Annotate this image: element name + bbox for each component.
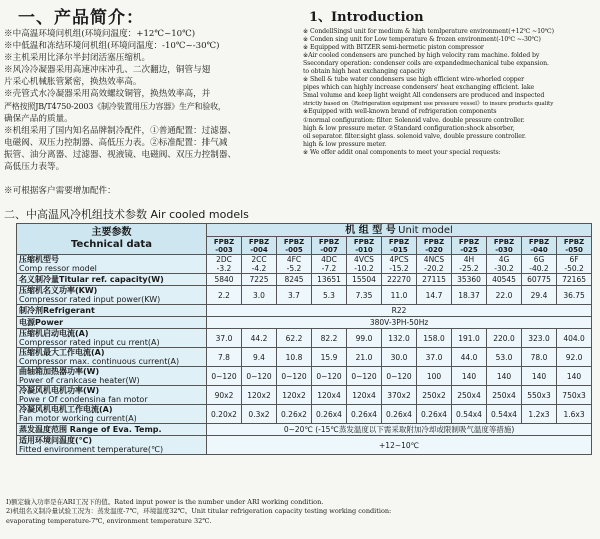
model-header-cell	[347, 237, 382, 255]
value-cell: 21.0	[347, 348, 382, 367]
value-cell: 404.0	[557, 329, 592, 348]
value-cell: 0.26x4	[347, 405, 382, 424]
value-cell: 0.26x4	[312, 405, 347, 424]
row-label-evap-range: 蒸发温度范围 Range of Eva. Temp.	[17, 424, 207, 436]
intro-cn-title: 一、产品简介：	[18, 8, 144, 28]
model-code-1: FPBZ	[528, 237, 550, 246]
model-code-2: -025	[460, 245, 478, 254]
table-row	[17, 348, 592, 367]
intro-en-line: Smal volume and keep light weight All condensers are produced and inspected	[303, 92, 545, 100]
compressor-code-2: -15.2	[389, 264, 409, 273]
value-cell: 36.75	[557, 286, 592, 305]
compressor-code-1: 4NCS	[423, 255, 445, 264]
value-cell: 140	[522, 367, 557, 386]
value-cell: 78.0	[522, 348, 557, 367]
model-header-cell	[312, 237, 347, 255]
value-cell: 140	[452, 367, 487, 386]
label-cn: 适用环境问温度(℃)	[19, 436, 92, 445]
value-cell: 14.7	[417, 286, 452, 305]
value-cell: 15.9	[312, 348, 347, 367]
intro-en-line: Ssecondary operation: condenser coils are expandedmechanical tube expansion.	[303, 60, 549, 68]
compressor-code-2: -5.2	[286, 264, 302, 273]
compressor-code-2: -40.2	[529, 264, 549, 273]
label-cn: 压缩机型号	[19, 255, 59, 264]
model-header-cell	[522, 237, 557, 255]
footnote: I)额定输入功率是在ARI工况下的值。Rated input power is the number under ARI working condition.	[6, 498, 324, 506]
value-cell: 92.0	[557, 348, 592, 367]
value-cell: 8245	[277, 274, 312, 286]
compressor-model-cell	[452, 255, 487, 274]
compressor-model-cell	[312, 255, 347, 274]
model-code-1: FPBZ	[493, 237, 515, 246]
row-label	[17, 405, 207, 424]
compressor-model-cell	[242, 255, 277, 274]
technical-data-header	[17, 224, 207, 255]
intro-cn-line: 振管、油分离器、过滤器、视液镜、电磁阀、双压力控制器、	[4, 149, 237, 160]
value-cell: 5.3	[312, 286, 347, 305]
row-label	[17, 386, 207, 405]
value-cell: 370x2	[382, 386, 417, 405]
model-header-cell	[242, 237, 277, 255]
value-cell: 120x2	[242, 386, 277, 405]
value-cell: 9.4	[242, 348, 277, 367]
value-cell: 13651	[312, 274, 347, 286]
value-cell: 40545	[487, 274, 522, 286]
compressor-code-1: 6F	[569, 255, 579, 264]
row-label-env-temp	[17, 436, 207, 455]
specs-table	[16, 223, 592, 455]
label-en: Power of crankcase heater(W)	[19, 376, 140, 385]
value-cell: 1.2x3	[522, 405, 557, 424]
value-cell: 99.0	[347, 329, 382, 348]
value-cell: 323.0	[522, 329, 557, 348]
unit-model-en: Unit model	[398, 224, 453, 236]
intro-english	[303, 0, 598, 157]
model-code-2: -050	[565, 245, 583, 254]
intro-cn-body	[4, 28, 296, 197]
value-cell: 0.3x2	[242, 405, 277, 424]
model-code-1: FPBZ	[353, 237, 375, 246]
compressor-model-cell	[522, 255, 557, 274]
unit-model-cn: 机 组 型 号	[345, 224, 396, 236]
value-cell: 90x2	[207, 386, 242, 405]
model-header-cell	[417, 237, 452, 255]
value-cell: 120x2	[277, 386, 312, 405]
row-label: 电源Power	[17, 317, 207, 329]
compressor-model-cell	[277, 255, 312, 274]
unit-model-header	[207, 224, 592, 237]
value-cell: 62.2	[277, 329, 312, 348]
intro-en-line: ※ Equipped with BITZER semi-hermetic piston compressor	[303, 44, 484, 52]
value-cell: 0.54x4	[452, 405, 487, 424]
label-en: Compressor max. continuous current(A)	[19, 357, 180, 366]
value-cell: 0.26x2	[277, 405, 312, 424]
value-cell: 0~120	[277, 367, 312, 386]
value-cell: 0~120	[382, 367, 417, 386]
table-row	[17, 286, 592, 305]
row-label	[17, 286, 207, 305]
compressor-code-1: 4PCS	[389, 255, 409, 264]
value-cell: 191.0	[452, 329, 487, 348]
compressor-code-2: -4.2	[251, 264, 267, 273]
model-code-2: -003	[215, 245, 233, 254]
compressor-code-2: -25.2	[459, 264, 479, 273]
spanned-value: R22	[207, 305, 592, 317]
label-en: Fan motor working current(A)	[19, 414, 137, 423]
value-cell: 7.8	[207, 348, 242, 367]
value-cell: 2.2	[207, 286, 242, 305]
value-cell: 250x4	[487, 386, 522, 405]
intro-cn-line: ※中高温环境问机组(环境问温度：+12℃~10℃)	[4, 29, 196, 39]
intro-en-body	[303, 28, 598, 157]
compressor-model-cell	[382, 255, 417, 274]
model-header-cell	[452, 237, 487, 255]
value-cell: 0~120	[207, 367, 242, 386]
compressor-code-1: 4DC	[321, 255, 337, 264]
value-cell: 250x4	[452, 386, 487, 405]
table-row	[17, 386, 592, 405]
compressor-code-2: -7.2	[321, 264, 337, 273]
value-cell: 0.26x4	[417, 405, 452, 424]
intro-chinese	[4, 0, 296, 197]
model-code-1: FPBZ	[388, 237, 410, 246]
value-cell: 22.0	[487, 286, 522, 305]
table-row	[17, 274, 592, 286]
intro-cn-line: 确保产品的质量。	[4, 113, 73, 124]
intro-en-line: strictly based on《Refrigeration equipment use pressure vessel》to insure products quality	[303, 101, 554, 108]
value-cell: 53.0	[487, 348, 522, 367]
compressor-model-cell	[417, 255, 452, 274]
intro-en-line: oil separator. filter.sight glass. solenoid valve, double pressure controller.	[303, 132, 526, 140]
model-code-2: -004	[250, 245, 268, 254]
footnote: 2)机组名义制冷量试验工况为：蒸发温度-7℃，环境温度32℃。Unit titular refrigeration capacity testing working condition:	[6, 507, 392, 516]
intro-cn-line: ※可根据客户需要增加配件：	[4, 186, 116, 197]
intro-cn-line: ※风冷冷凝器采用高速冲床冲孔、二次翻边，铜管与翅	[4, 65, 211, 76]
model-code-2: -020	[425, 245, 443, 254]
table-row	[17, 329, 592, 348]
intro-cn-line: 高低压力表等。	[4, 162, 65, 173]
intro-en-line: high & low pressure meter. ②Standard configuration:shock absorber,	[303, 124, 515, 132]
row-label: 名义制冷量Titular ref. capacity(W)	[17, 274, 207, 286]
intro-en-title: 1、Introduction	[309, 10, 424, 25]
table-row	[17, 317, 592, 329]
intro-en-line: ①normal configuration: filter. Solenoid valve. double pressure controller.	[303, 116, 525, 124]
intro-cn-line: 严格按照JB/T4750-2003《制冷装置用压力容器》生产和验收，	[4, 101, 226, 111]
compressor-model-cell	[207, 255, 242, 274]
model-code-1: FPBZ	[563, 237, 585, 246]
value-cell: 0.26x4	[382, 405, 417, 424]
model-header-cell	[207, 237, 242, 255]
compressor-model-cell	[557, 255, 592, 274]
value-cell: 10.8	[277, 348, 312, 367]
intro-cn-line: ※中低温和冻结环境问机组(环境问温度：-10℃~-30℃)	[4, 41, 220, 52]
label-en: Powe r Of condensina fan motor	[19, 395, 148, 404]
value-cell: 7225	[242, 274, 277, 286]
value-cell: 1.6x3	[557, 405, 592, 424]
value-cell: 11.0	[382, 286, 417, 305]
model-code-1: FPBZ	[213, 237, 235, 246]
value-cell: 120x4	[312, 386, 347, 405]
value-cell: 60775	[522, 274, 557, 286]
compressor-code-2: -3.2	[216, 264, 232, 273]
value-cell: 120x4	[347, 386, 382, 405]
value-cell: 0~120	[242, 367, 277, 386]
value-cell: 158.0	[417, 329, 452, 348]
value-cell: 15504	[347, 274, 382, 286]
compressor-code-2: -50.2	[564, 264, 584, 273]
model-code-1: FPBZ	[283, 237, 305, 246]
intro-en-line: high & low pressure meter.	[303, 140, 387, 148]
footnotes	[6, 498, 391, 526]
label-en: Compressor rated input cu rrent(A)	[19, 338, 160, 347]
value-cell: 30.0	[382, 348, 417, 367]
row-label	[17, 367, 207, 386]
compressor-model-cell	[347, 255, 382, 274]
value-cell: 37.0	[207, 329, 242, 348]
model-code-2: -015	[390, 245, 408, 254]
row-label	[17, 329, 207, 348]
intro-cn-line: ※壳管式水冷凝器采用高效螺纹铜管，换热效率高，并	[4, 89, 211, 100]
intro-en-line: pipes which can highly increase condensers' heat exchanging efficient. lake	[303, 84, 535, 92]
value-cell: 44.0	[452, 348, 487, 367]
value-cell: 100	[417, 367, 452, 386]
model-code-1: FPBZ	[248, 237, 270, 246]
intro-en-line: ※ We offer addit onal components to meet your special requests:	[303, 148, 501, 156]
value-cell: 132.0	[382, 329, 417, 348]
label-en: Fitted environment temperature(℃)	[19, 445, 164, 454]
value-cell: 18.37	[452, 286, 487, 305]
label-cn: 压缩机启动电流(A)	[19, 329, 89, 338]
compressor-code-1: 2DC	[216, 255, 232, 264]
value-cell: 3.7	[277, 286, 312, 305]
model-header-cell	[277, 237, 312, 255]
row-label	[17, 348, 207, 367]
intro-cn-line: 片采心机械胀管紧密，换热效率高。	[4, 77, 142, 88]
value-cell: 3.0	[242, 286, 277, 305]
value-cell: 550x3	[522, 386, 557, 405]
env-temp-value: +12~10℃	[207, 436, 592, 455]
evap-range-value: 0~20℃ (-15℃蒸发温度以下需采取附加冷却或限制吸气温度等措施)	[207, 424, 592, 436]
compressor-code-2: -10.2	[354, 264, 374, 273]
compressor-code-1: 4H	[463, 255, 475, 264]
value-cell: 0~120	[312, 367, 347, 386]
compressor-code-1: 4VCS	[354, 255, 374, 264]
intro-cn-line: ※机组采用了国内知名品牌制冷配件，①普通配置：过滤器、	[4, 125, 237, 136]
value-cell: 82.2	[312, 329, 347, 348]
intro-en-line: ※ Shell & tube water condensers use high efficient wire-whorled copper	[303, 76, 524, 84]
technical-data-cn: 主要参数	[91, 227, 132, 238]
value-cell: 44.2	[242, 329, 277, 348]
model-code-2: -030	[495, 245, 513, 254]
table-row	[17, 405, 592, 424]
value-cell: 0.54x4	[487, 405, 522, 424]
value-cell: 250x2	[417, 386, 452, 405]
model-code-2: -010	[355, 245, 373, 254]
value-cell: 220.0	[487, 329, 522, 348]
label-en: Compressor rated input power(KW)	[19, 295, 161, 304]
value-cell: 37.0	[417, 348, 452, 367]
compressor-code-2: -30.2	[494, 264, 514, 273]
model-code-2: -040	[530, 245, 548, 254]
intro-en-line: ※Equipped with well-known brand of refrigeration components	[303, 108, 497, 116]
label-cn: 冷凝风机电机功率(W)	[19, 386, 100, 395]
intro-en-line: to obtain high heat exchanging capacity	[303, 68, 426, 76]
compressor-code-2: -20.2	[424, 264, 444, 273]
section-2-title: 二、中高温风冷机组技术参数 Air cooled models	[4, 208, 249, 221]
model-code-1: FPBZ	[458, 237, 480, 246]
model-header-cell	[557, 237, 592, 255]
technical-data-en: Technical data	[71, 239, 152, 250]
label-cn: 冷凝风机电机工作电流(A)	[19, 405, 113, 414]
value-cell: 29.4	[522, 286, 557, 305]
model-header-cell	[382, 237, 417, 255]
value-cell: 35360	[452, 274, 487, 286]
value-cell: 72165	[557, 274, 592, 286]
value-cell: 22270	[382, 274, 417, 286]
spanned-value: 380V-3PH-50Hz	[207, 317, 592, 329]
compressor-code-1: 4G	[498, 255, 510, 264]
label-cn: 压缩机名义功率(KW)	[19, 286, 98, 295]
row-label: 制冷剂Refrigerant	[17, 305, 207, 317]
value-cell: 750x3	[557, 386, 592, 405]
value-cell: 0~120	[347, 367, 382, 386]
compressor-model-cell	[487, 255, 522, 274]
compressor-code-1: 6G	[533, 255, 545, 264]
value-cell: 27115	[417, 274, 452, 286]
value-cell: 0.20x2	[207, 405, 242, 424]
value-cell: 7.35	[347, 286, 382, 305]
intro-en-line: ※ Conden sing unit for Low temperature & frozen environment(-10℃ ~-30℃)	[303, 36, 541, 44]
intro-en-line: ※Air cooled condensers are punched by high velocity ram machine. folded by	[303, 52, 540, 60]
value-cell: 140	[557, 367, 592, 386]
row-label-compressor-model	[17, 255, 207, 274]
intro-cn-line: ※主机采用比泽尔半封闭活塞压缩机。	[4, 53, 151, 64]
table-row	[17, 305, 592, 317]
model-code-2: -005	[285, 245, 303, 254]
model-code-1: FPBZ	[423, 237, 445, 246]
model-code-2: -007	[320, 245, 338, 254]
footnote: evaporating temperature-7℃, environment temperature 32℃.	[6, 516, 212, 525]
model-code-1: FPBZ	[318, 237, 340, 246]
compressor-code-1: 4FC	[286, 255, 302, 264]
label-cn: 曲轴箱加热器功率(W)	[19, 367, 100, 376]
table-row	[17, 367, 592, 386]
label-en: Comp ressor model	[19, 264, 97, 273]
model-header-cell	[487, 237, 522, 255]
value-cell: 5840	[207, 274, 242, 286]
label-cn: 压缩机最大工作电流(A)	[19, 348, 105, 357]
value-cell: 140	[487, 367, 522, 386]
compressor-code-1: 2CC	[251, 255, 267, 264]
intro-cn-line: 电磁阀、双压力控制器、高低压力表。②标准配置：排气减	[4, 137, 228, 148]
intro-en-line: ※ CondellSingsl unit for medium & high temlperature environment(+12℃ ~10℃)	[303, 28, 554, 35]
